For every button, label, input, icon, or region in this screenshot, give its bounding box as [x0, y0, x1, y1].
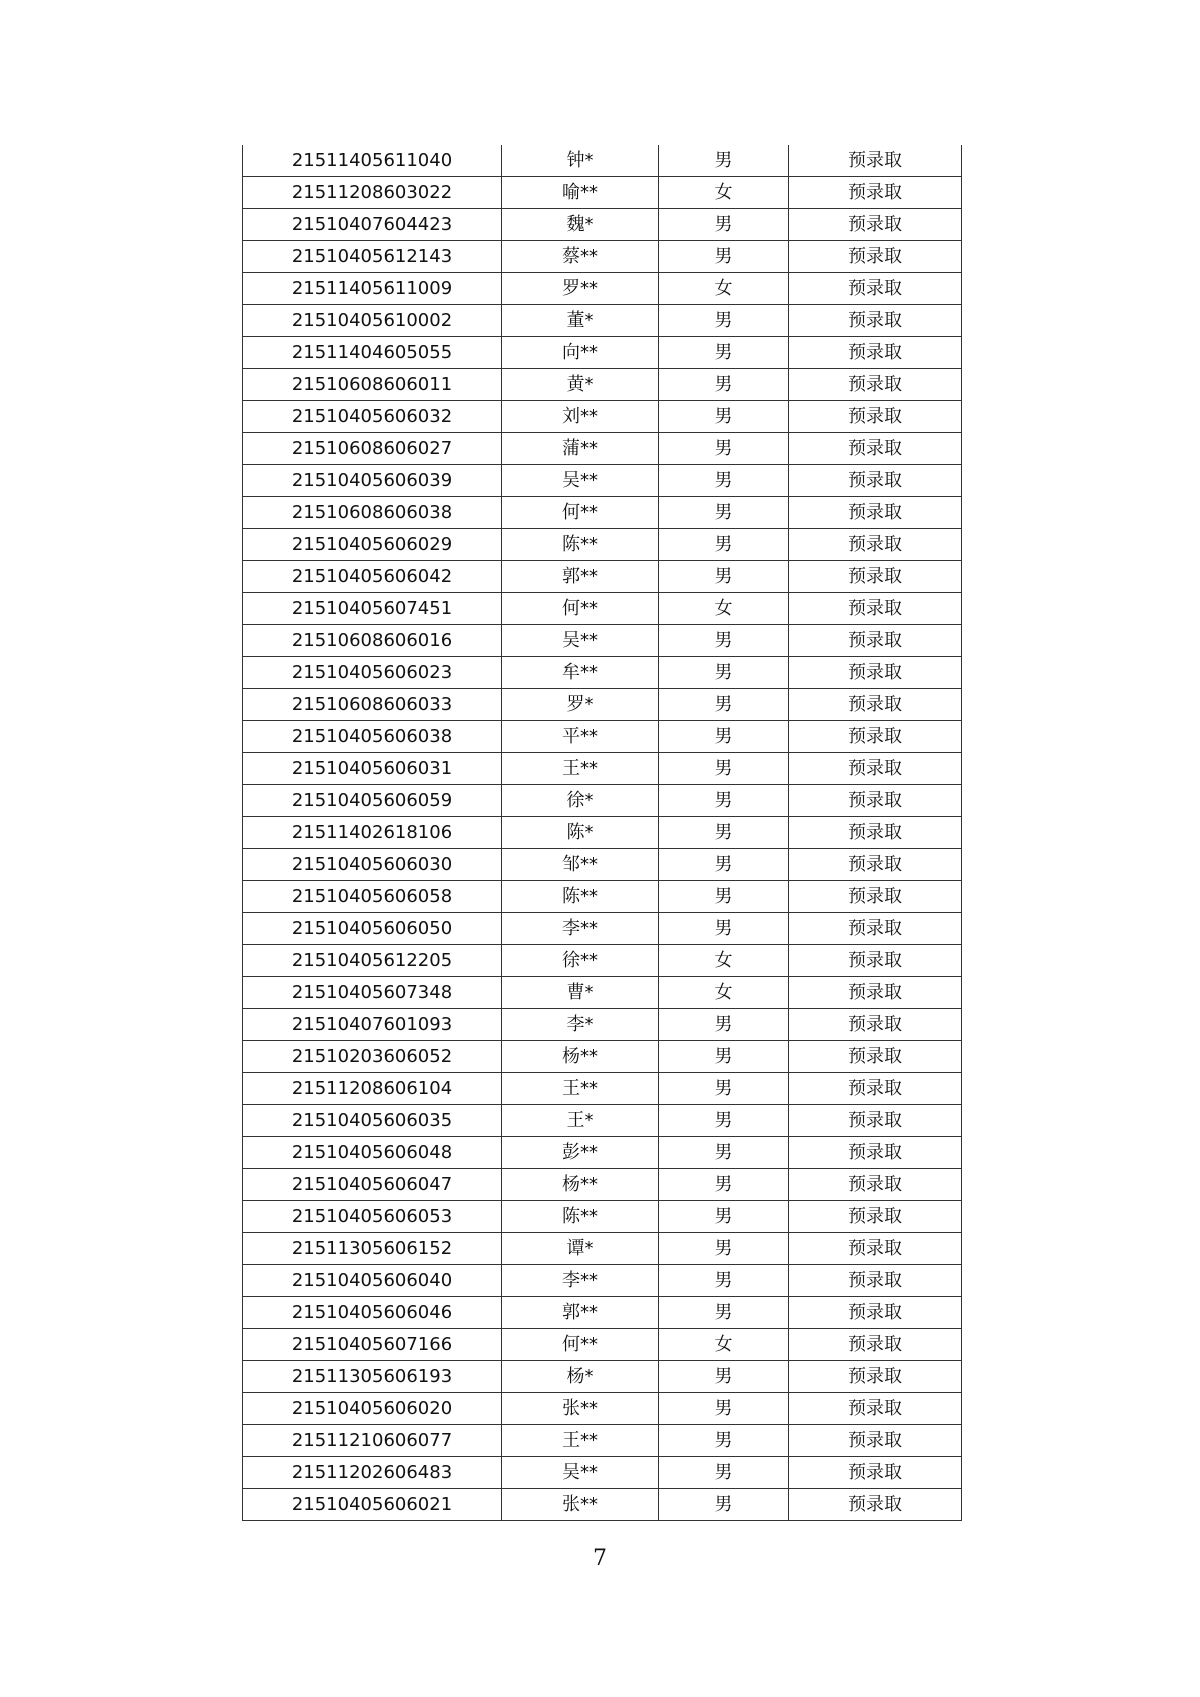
- cell-gender: 男: [659, 561, 789, 593]
- cell-gender: 男: [659, 753, 789, 785]
- table-row: [243, 177, 962, 209]
- table-row: [243, 1169, 962, 1201]
- cell-status: 预录取: [789, 1393, 962, 1425]
- cell-name: 郭**: [502, 1297, 659, 1329]
- cell-status: 预录取: [789, 1489, 962, 1521]
- cell-gender: 男: [659, 1457, 789, 1489]
- cell-name: 李*: [502, 1009, 659, 1041]
- cell-candidate-number: 21510405607451: [243, 593, 502, 625]
- cell-name: 罗*: [502, 689, 659, 721]
- cell-name: 平**: [502, 721, 659, 753]
- cell-status: 预录取: [789, 561, 962, 593]
- cell-status: 预录取: [789, 529, 962, 561]
- cell-gender: 男: [659, 1169, 789, 1201]
- cell-candidate-number: 21510405606021: [243, 1489, 502, 1521]
- cell-candidate-number: 21510405606029: [243, 529, 502, 561]
- table-row: [243, 1009, 962, 1041]
- cell-status: 预录取: [789, 337, 962, 369]
- cell-candidate-number: 21510405606031: [243, 753, 502, 785]
- table-row: [243, 977, 962, 1009]
- cell-name: 吴**: [502, 465, 659, 497]
- table-row: [243, 497, 962, 529]
- cell-candidate-number: 21510405606032: [243, 401, 502, 433]
- cell-status: 预录取: [789, 241, 962, 273]
- cell-candidate-number: 21510405606046: [243, 1297, 502, 1329]
- cell-status: 预录取: [789, 721, 962, 753]
- table-row: [243, 1457, 962, 1489]
- table-row: [243, 593, 962, 625]
- cell-name: 陈**: [502, 881, 659, 913]
- cell-status: 预录取: [789, 913, 962, 945]
- cell-gender: 男: [659, 1393, 789, 1425]
- cell-candidate-number: 21511208606104: [243, 1073, 502, 1105]
- cell-status: 预录取: [789, 401, 962, 433]
- table-row: [243, 625, 962, 657]
- cell-gender: 男: [659, 1105, 789, 1137]
- cell-candidate-number: 21510608606033: [243, 689, 502, 721]
- table-row: [243, 1041, 962, 1073]
- table-row: [243, 753, 962, 785]
- cell-status: 预录取: [789, 1009, 962, 1041]
- cell-gender: 男: [659, 433, 789, 465]
- cell-gender: 女: [659, 977, 789, 1009]
- cell-gender: 男: [659, 241, 789, 273]
- cell-status: 预录取: [789, 1457, 962, 1489]
- table-row: [243, 337, 962, 369]
- cell-candidate-number: 21510405607166: [243, 1329, 502, 1361]
- cell-candidate-number: 21511210606077: [243, 1425, 502, 1457]
- cell-name: 张**: [502, 1393, 659, 1425]
- cell-gender: 男: [659, 1265, 789, 1297]
- cell-status: 预录取: [789, 1041, 962, 1073]
- cell-candidate-number: 21510405606040: [243, 1265, 502, 1297]
- cell-gender: 男: [659, 1489, 789, 1521]
- cell-gender: 男: [659, 849, 789, 881]
- cell-candidate-number: 21510405606059: [243, 785, 502, 817]
- cell-candidate-number: 21511305606152: [243, 1233, 502, 1265]
- table-row: [243, 1105, 962, 1137]
- cell-status: 预录取: [789, 369, 962, 401]
- cell-status: 预录取: [789, 881, 962, 913]
- cell-candidate-number: 21510405612143: [243, 241, 502, 273]
- cell-gender: 男: [659, 625, 789, 657]
- cell-name: 徐**: [502, 945, 659, 977]
- cell-name: 何**: [502, 497, 659, 529]
- table-row: [243, 1073, 962, 1105]
- table-row: [243, 1265, 962, 1297]
- cell-gender: 男: [659, 1297, 789, 1329]
- cell-candidate-number: 21511405611040: [243, 145, 502, 177]
- cell-status: 预录取: [789, 1073, 962, 1105]
- cell-name: 蒲**: [502, 433, 659, 465]
- admission-table: [242, 145, 962, 1521]
- table-row: [243, 209, 962, 241]
- cell-name: 魏*: [502, 209, 659, 241]
- page-number: 7: [593, 1546, 607, 1571]
- cell-name: 王**: [502, 1073, 659, 1105]
- cell-gender: 男: [659, 657, 789, 689]
- cell-name: 牟**: [502, 657, 659, 689]
- table-row: [243, 1361, 962, 1393]
- cell-name: 何**: [502, 593, 659, 625]
- cell-candidate-number: 21511202606483: [243, 1457, 502, 1489]
- cell-gender: 男: [659, 1009, 789, 1041]
- cell-candidate-number: 21511208603022: [243, 177, 502, 209]
- cell-candidate-number: 21510405610002: [243, 305, 502, 337]
- cell-name: 向**: [502, 337, 659, 369]
- cell-candidate-number: 21510405606023: [243, 657, 502, 689]
- cell-status: 预录取: [789, 625, 962, 657]
- cell-gender: 男: [659, 337, 789, 369]
- cell-gender: 男: [659, 1361, 789, 1393]
- cell-gender: 男: [659, 881, 789, 913]
- table-row: [243, 689, 962, 721]
- cell-candidate-number: 21511305606193: [243, 1361, 502, 1393]
- cell-status: 预录取: [789, 1233, 962, 1265]
- table-row: [243, 465, 962, 497]
- cell-gender: 男: [659, 785, 789, 817]
- cell-candidate-number: 21510405606048: [243, 1137, 502, 1169]
- cell-gender: 男: [659, 465, 789, 497]
- cell-candidate-number: 21510405606020: [243, 1393, 502, 1425]
- cell-status: 预录取: [789, 1201, 962, 1233]
- cell-status: 预录取: [789, 657, 962, 689]
- cell-candidate-number: 21510608606038: [243, 497, 502, 529]
- cell-gender: 男: [659, 817, 789, 849]
- cell-candidate-number: 21510608606027: [243, 433, 502, 465]
- table-row: [243, 529, 962, 561]
- cell-status: 预录取: [789, 145, 962, 177]
- cell-status: 预录取: [789, 593, 962, 625]
- cell-candidate-number: 21510203606052: [243, 1041, 502, 1073]
- cell-gender: 男: [659, 497, 789, 529]
- cell-candidate-number: 21510405606053: [243, 1201, 502, 1233]
- table-row: [243, 945, 962, 977]
- cell-gender: 男: [659, 1201, 789, 1233]
- cell-candidate-number: 21510405606050: [243, 913, 502, 945]
- cell-status: 预录取: [789, 1361, 962, 1393]
- cell-status: 预录取: [789, 1297, 962, 1329]
- cell-status: 预录取: [789, 849, 962, 881]
- cell-status: 预录取: [789, 305, 962, 337]
- cell-name: 刘**: [502, 401, 659, 433]
- table-row: [243, 401, 962, 433]
- cell-name: 李**: [502, 1265, 659, 1297]
- table-row: [243, 817, 962, 849]
- cell-status: 预录取: [789, 785, 962, 817]
- cell-name: 王**: [502, 753, 659, 785]
- cell-gender: 男: [659, 529, 789, 561]
- cell-gender: 男: [659, 1425, 789, 1457]
- cell-candidate-number: 21510405606047: [243, 1169, 502, 1201]
- cell-gender: 男: [659, 1041, 789, 1073]
- cell-candidate-number: 21510405606042: [243, 561, 502, 593]
- table-row: [243, 1329, 962, 1361]
- cell-gender: 女: [659, 1329, 789, 1361]
- cell-status: 预录取: [789, 945, 962, 977]
- cell-status: 预录取: [789, 497, 962, 529]
- table-row: [243, 1233, 962, 1265]
- table-row: [243, 273, 962, 305]
- cell-name: 王*: [502, 1105, 659, 1137]
- cell-status: 预录取: [789, 433, 962, 465]
- cell-status: 预录取: [789, 273, 962, 305]
- cell-candidate-number: 21510407604423: [243, 209, 502, 241]
- cell-candidate-number: 21510405606030: [243, 849, 502, 881]
- table-row: [243, 1137, 962, 1169]
- cell-name: 吴**: [502, 625, 659, 657]
- cell-name: 王**: [502, 1425, 659, 1457]
- cell-gender: 男: [659, 1233, 789, 1265]
- cell-name: 何**: [502, 1329, 659, 1361]
- cell-candidate-number: 21510405607348: [243, 977, 502, 1009]
- table-row: [243, 305, 962, 337]
- cell-name: 罗**: [502, 273, 659, 305]
- cell-status: 预录取: [789, 177, 962, 209]
- cell-name: 陈*: [502, 817, 659, 849]
- table-row: [243, 785, 962, 817]
- cell-gender: 男: [659, 401, 789, 433]
- table-row: [243, 1489, 962, 1521]
- cell-name: 吴**: [502, 1457, 659, 1489]
- cell-status: 预录取: [789, 1425, 962, 1457]
- table-row: [243, 241, 962, 273]
- cell-name: 杨*: [502, 1361, 659, 1393]
- cell-name: 徐*: [502, 785, 659, 817]
- cell-name: 喻**: [502, 177, 659, 209]
- cell-candidate-number: 21510405606039: [243, 465, 502, 497]
- cell-candidate-number: 21511405611009: [243, 273, 502, 305]
- cell-candidate-number: 21510405612205: [243, 945, 502, 977]
- cell-status: 预录取: [789, 209, 962, 241]
- admission-table-body: [243, 145, 962, 1521]
- cell-gender: 男: [659, 145, 789, 177]
- cell-gender: 男: [659, 721, 789, 753]
- cell-status: 预录取: [789, 753, 962, 785]
- cell-candidate-number: 21510405606035: [243, 1105, 502, 1137]
- cell-status: 预录取: [789, 977, 962, 1009]
- cell-gender: 男: [659, 369, 789, 401]
- cell-gender: 女: [659, 177, 789, 209]
- table-row: [243, 1201, 962, 1233]
- table-row: [243, 561, 962, 593]
- cell-candidate-number: 21510608606011: [243, 369, 502, 401]
- table-row: [243, 849, 962, 881]
- cell-gender: 男: [659, 209, 789, 241]
- cell-name: 曹*: [502, 977, 659, 1009]
- cell-name: 张**: [502, 1489, 659, 1521]
- cell-gender: 男: [659, 1073, 789, 1105]
- cell-name: 陈**: [502, 529, 659, 561]
- cell-name: 杨**: [502, 1169, 659, 1201]
- cell-name: 董*: [502, 305, 659, 337]
- cell-status: 预录取: [789, 465, 962, 497]
- cell-gender: 男: [659, 689, 789, 721]
- table-row: [243, 881, 962, 913]
- cell-name: 邹**: [502, 849, 659, 881]
- cell-candidate-number: 21511402618106: [243, 817, 502, 849]
- cell-name: 杨**: [502, 1041, 659, 1073]
- cell-candidate-number: 21510405606038: [243, 721, 502, 753]
- cell-candidate-number: 21510608606016: [243, 625, 502, 657]
- cell-status: 预录取: [789, 1137, 962, 1169]
- cell-name: 郭**: [502, 561, 659, 593]
- cell-status: 预录取: [789, 689, 962, 721]
- cell-gender: 女: [659, 593, 789, 625]
- cell-gender: 男: [659, 1137, 789, 1169]
- cell-name: 谭*: [502, 1233, 659, 1265]
- cell-status: 预录取: [789, 817, 962, 849]
- cell-candidate-number: 21510407601093: [243, 1009, 502, 1041]
- cell-gender: 男: [659, 305, 789, 337]
- cell-name: 李**: [502, 913, 659, 945]
- table-row: [243, 1297, 962, 1329]
- table-row: [243, 657, 962, 689]
- cell-candidate-number: 21510405606058: [243, 881, 502, 913]
- cell-status: 预录取: [789, 1105, 962, 1137]
- cell-status: 预录取: [789, 1265, 962, 1297]
- cell-gender: 女: [659, 273, 789, 305]
- cell-name: 陈**: [502, 1201, 659, 1233]
- table-row: [243, 721, 962, 753]
- cell-name: 蔡**: [502, 241, 659, 273]
- cell-gender: 男: [659, 913, 789, 945]
- table-row: [243, 145, 962, 177]
- table-row: [243, 433, 962, 465]
- table-row: [243, 369, 962, 401]
- cell-status: 预录取: [789, 1329, 962, 1361]
- table-row: [243, 1425, 962, 1457]
- cell-name: 黄*: [502, 369, 659, 401]
- cell-name: 彭**: [502, 1137, 659, 1169]
- cell-name: 钟*: [502, 145, 659, 177]
- cell-candidate-number: 21511404605055: [243, 337, 502, 369]
- table-row: [243, 913, 962, 945]
- table-row: [243, 1393, 962, 1425]
- cell-status: 预录取: [789, 1169, 962, 1201]
- cell-gender: 女: [659, 945, 789, 977]
